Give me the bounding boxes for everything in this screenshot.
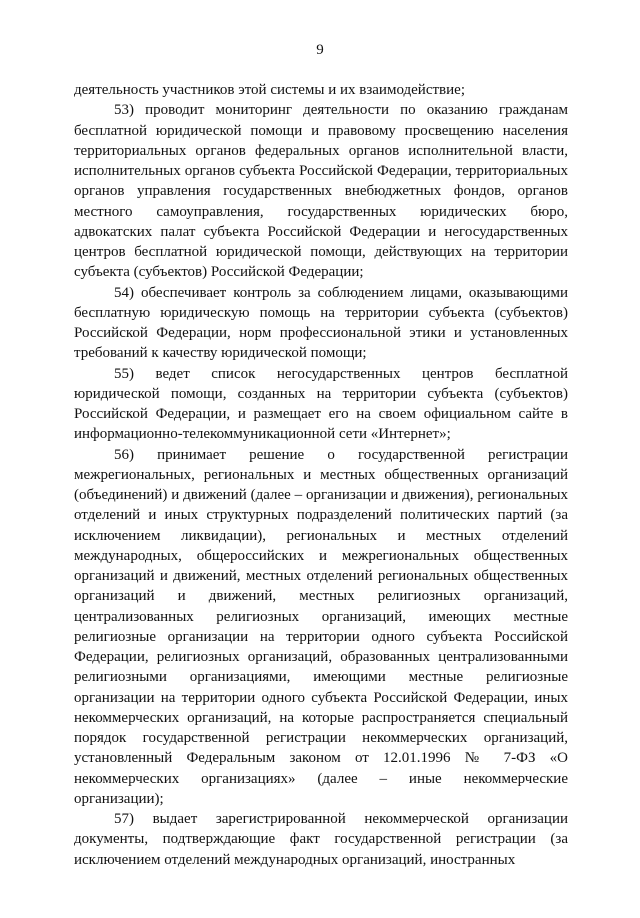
paragraph-57: 57) выдает зарегистрированной некоммерческой организации документы, подтверждающие факт государственной регистрации (за исключением отделений международных организаций, иностранных	[74, 811, 568, 868]
paragraph-54: 54) обеспечивает контроль за соблюдением лицами, оказывающими бесплатную юридическую помощь на территории субъекта (субъектов) Российской Федерации, норм профессиональной этики и установленных требований к качеству юридической помощи;	[74, 284, 568, 362]
paragraph-56: 56) принимает решение о государственной регистрации межрегиональных, региональных и местных общественных организаций (объединений) и движений (далее – организации и движения), региональных отделений и иных структурных подразделений политических партий (за исключением ликвидации), региональных и местных отделений международных, общероссийских и межрегиональных общественных организаций и движений, местных отделений региональных общественных организаций и движений, местных религиозных организаций, централизованных религиозных организаций, имеющих местные религиозные организации на территории одного субъекта Российской Федерации, религиозных организаций, образованных централизованными религиозными организациями, имеющими местные религиозные организации на территории одного субъекта Российской Федерации, иных некоммерческих организаций, на которые распространяется специальный порядок государственной регистрации некоммерческих организаций, установленный Федеральным законом от 12.01.1996 № 7-ФЗ «О некоммерческих организациях» (далее – иные некоммерческие организации);	[74, 446, 568, 807]
paragraph-55: 55) ведет список негосударственных центров бесплатной юридической помощи, созданных на территории субъекта (субъектов) Российской Федерации, и размещает его на своем официальном сайте в информационно-телекоммуникационной сети «Интернет»;	[74, 365, 568, 443]
paragraph-52-continuation: деятельность участников этой системы и их взаимодействие;	[74, 82, 465, 98]
page-number: 9	[316, 42, 324, 58]
document-body	[74, 80, 568, 870]
paragraph-53: 53) проводит мониторинг деятельности по оказанию гражданам бесплатной юридической помощи и правовому просвещению населения территориальных органов федеральных органов исполнительной власти, исполнительных органов субъекта Российской Федерации, территориальных органов управления государственных внебюджетных фондов, органов местного самоуправления, государственных юридических бюро, адвокатских палат субъекта Российской Федерации и негосударственных центров бесплатной юридической помощи, действующих на территории субъекта (субъектов) Российской Федерации;	[74, 102, 568, 281]
